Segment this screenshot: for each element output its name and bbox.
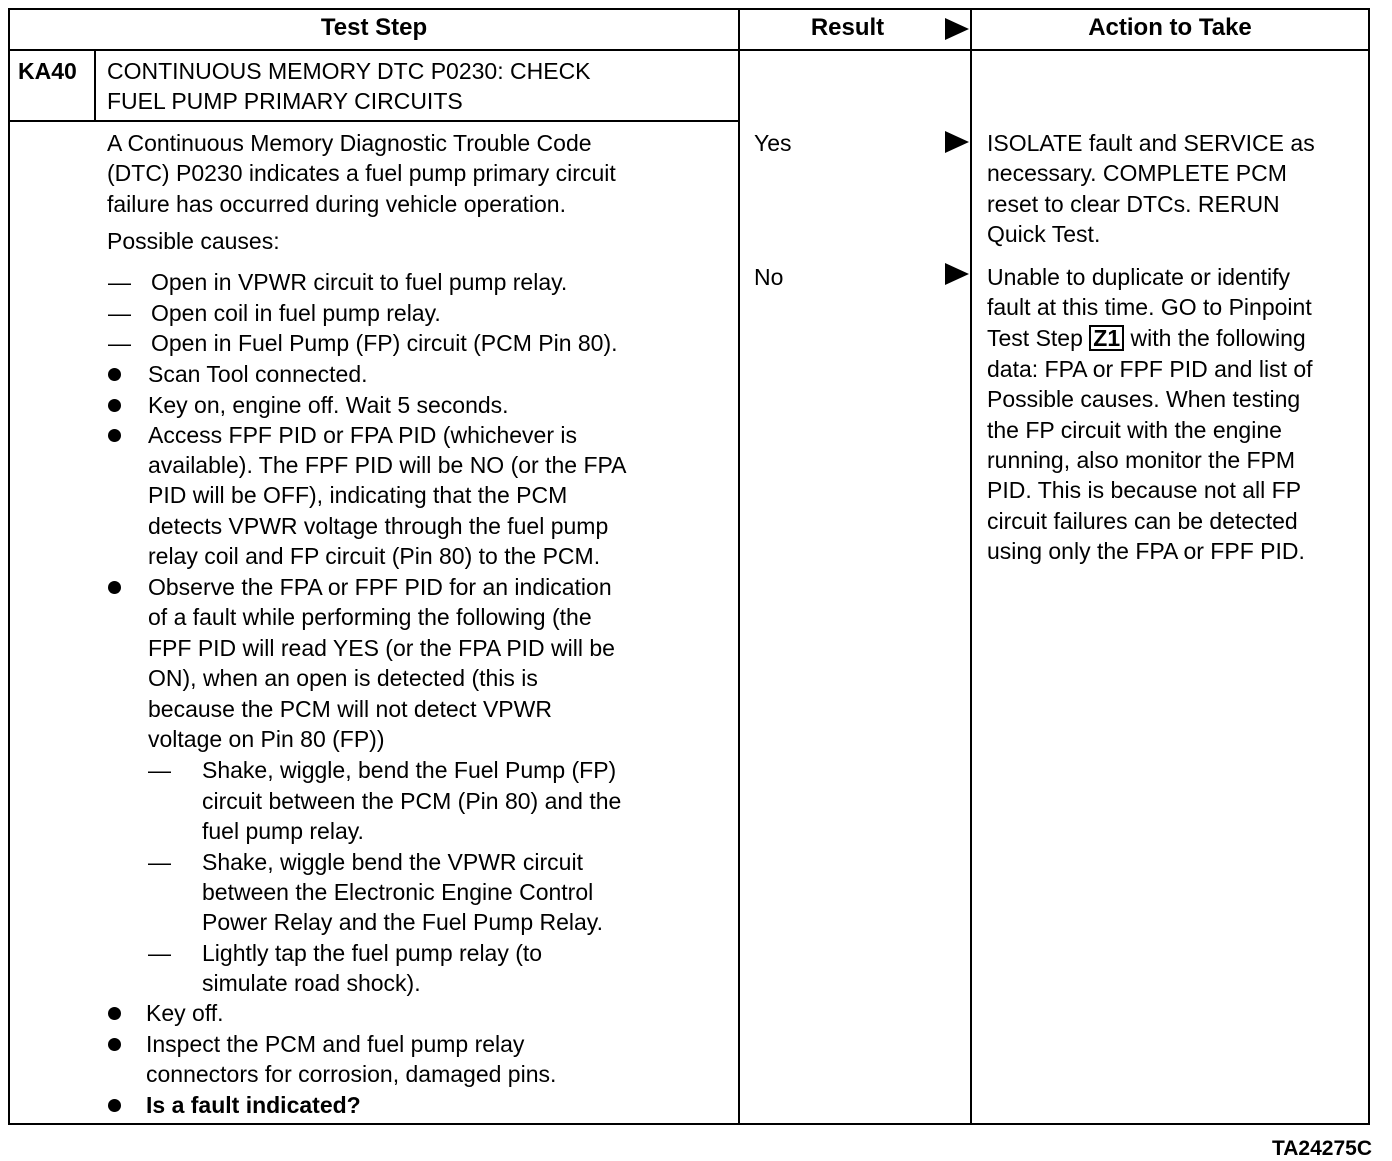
header-action: Action to Take	[1088, 14, 1252, 41]
possible-causes-label: Possible causes:	[107, 228, 280, 254]
step-title-line-1: CONTINUOUS MEMORY DTC P0230: CHECK	[107, 58, 591, 84]
bullet-text: ON), when an open is detected (this is	[148, 665, 538, 691]
step-id: KA40	[18, 58, 77, 84]
action-no-line: running, also monitor the FPM	[987, 447, 1296, 473]
test-step-reference: Z1	[1089, 325, 1124, 351]
action-no-text: Test Step	[987, 325, 1083, 351]
intro-line-3: failure has occurred during vehicle operation.	[107, 191, 566, 217]
dash-marker: —	[148, 849, 171, 875]
bullet-text: relay coil and FP circuit (Pin 80) to the PCM.	[148, 543, 601, 569]
dash-marker: —	[108, 269, 131, 295]
cause-item: Open coil in fuel pump relay.	[151, 300, 441, 326]
result-yes-arrow-icon	[945, 131, 969, 153]
cause-item: Open in Fuel Pump (FP) circuit (PCM Pin 80).	[151, 330, 618, 356]
action-no-line: fault at this time. GO to Pinpoint	[987, 294, 1312, 320]
sub-item-text: Power Relay and the Fuel Pump Relay.	[202, 909, 603, 935]
action-no-line	[987, 323, 1306, 354]
sub-item-text: fuel pump relay.	[202, 818, 364, 844]
dash-marker: —	[108, 300, 131, 326]
bullet-icon	[108, 399, 121, 412]
step-id-divider	[94, 49, 96, 121]
sub-item-text: Shake, wiggle bend the VPWR circuit	[202, 849, 583, 875]
action-no-text: with the following	[1130, 325, 1306, 351]
bullet-text: because the PCM will not detect VPWR	[148, 696, 552, 722]
bullet-text: FPF PID will read YES (or the FPA PID will be	[148, 635, 615, 661]
intro-line-2: (DTC) P0230 indicates a fuel pump primary circuit	[107, 160, 616, 186]
bullet-text: Observe the FPA or FPF PID for an indication	[148, 574, 612, 600]
result-no: No	[754, 264, 784, 290]
sub-item-text: Lightly tap the fuel pump relay (to	[202, 940, 543, 966]
bullet-icon	[108, 368, 121, 381]
bullet-text: Key on, engine off. Wait 5 seconds.	[148, 392, 509, 418]
step-title-divider	[8, 120, 738, 122]
step-title-line-2: FUEL PUMP PRIMARY CIRCUITS	[107, 88, 463, 114]
action-yes-line: necessary. COMPLETE PCM	[987, 160, 1287, 186]
dash-marker: —	[108, 330, 131, 356]
question-text: Is a fault indicated?	[146, 1092, 361, 1118]
cause-item: Open in VPWR circuit to fuel pump relay.	[151, 269, 568, 295]
header-test-step: Test Step	[320, 14, 428, 41]
header-arrow-icon	[945, 18, 969, 40]
header-divider	[8, 49, 1370, 51]
dash-marker: —	[148, 940, 171, 966]
action-no-line: data: FPA or FPF PID and list of	[987, 356, 1313, 382]
figure-code: TA24275C	[1272, 1137, 1372, 1160]
table-border-right	[1368, 8, 1370, 1125]
action-no-line: using only the FPA or FPF PID.	[987, 538, 1305, 564]
bullet-icon	[108, 1099, 121, 1112]
sub-item-text: circuit between the PCM (Pin 80) and the	[202, 788, 622, 814]
bullet-icon	[108, 1038, 121, 1051]
bullet-text: PID will be OFF), indicating that the PCM	[148, 482, 568, 508]
action-no-line: PID. This is because not all FP	[987, 477, 1302, 503]
bullet-text: Access FPF PID or FPA PID (whichever is	[148, 422, 578, 448]
result-yes: Yes	[754, 130, 792, 156]
result-no-arrow-icon	[945, 263, 969, 285]
dash-marker: —	[148, 757, 171, 783]
bullet-text: available). The FPF PID will be NO (or the FPA	[148, 452, 627, 478]
header-result: Result	[810, 14, 885, 41]
intro-line-1: A Continuous Memory Diagnostic Trouble Code	[107, 130, 592, 156]
action-no-line: circuit failures can be detected	[987, 508, 1298, 534]
column-divider-1	[738, 8, 740, 1125]
sub-item-text: simulate road shock).	[202, 970, 421, 996]
action-no-line: Unable to duplicate or identify	[987, 264, 1291, 290]
bullet-text: detects VPWR voltage through the fuel pump	[148, 513, 609, 539]
bullet-icon	[108, 581, 121, 594]
action-yes-line: Quick Test.	[987, 221, 1101, 247]
action-yes-line: ISOLATE fault and SERVICE as	[987, 130, 1315, 156]
table-border-left	[8, 8, 10, 1125]
bullet-icon	[108, 1007, 121, 1020]
bullet-icon	[108, 429, 121, 442]
bullet-text: Scan Tool connected.	[148, 361, 368, 387]
bullet-text: of a fault while performing the following (the	[148, 604, 592, 630]
table-border-top	[8, 8, 1370, 10]
column-divider-2	[970, 8, 972, 1125]
sub-item-text: between the Electronic Engine Control	[202, 879, 594, 905]
action-yes-line: reset to clear DTCs. RERUN	[987, 191, 1280, 217]
bullet-text: Key off.	[146, 1000, 224, 1026]
bullet-text: Inspect the PCM and fuel pump relay	[146, 1031, 525, 1057]
sub-item-text: Shake, wiggle, bend the Fuel Pump (FP)	[202, 757, 617, 783]
action-no-line: the FP circuit with the engine	[987, 417, 1282, 443]
bullet-text: connectors for corrosion, damaged pins.	[146, 1061, 557, 1087]
bullet-text: voltage on Pin 80 (FP))	[148, 726, 385, 752]
action-no-line: Possible causes. When testing	[987, 386, 1301, 412]
table-border-bottom	[8, 1123, 1370, 1125]
